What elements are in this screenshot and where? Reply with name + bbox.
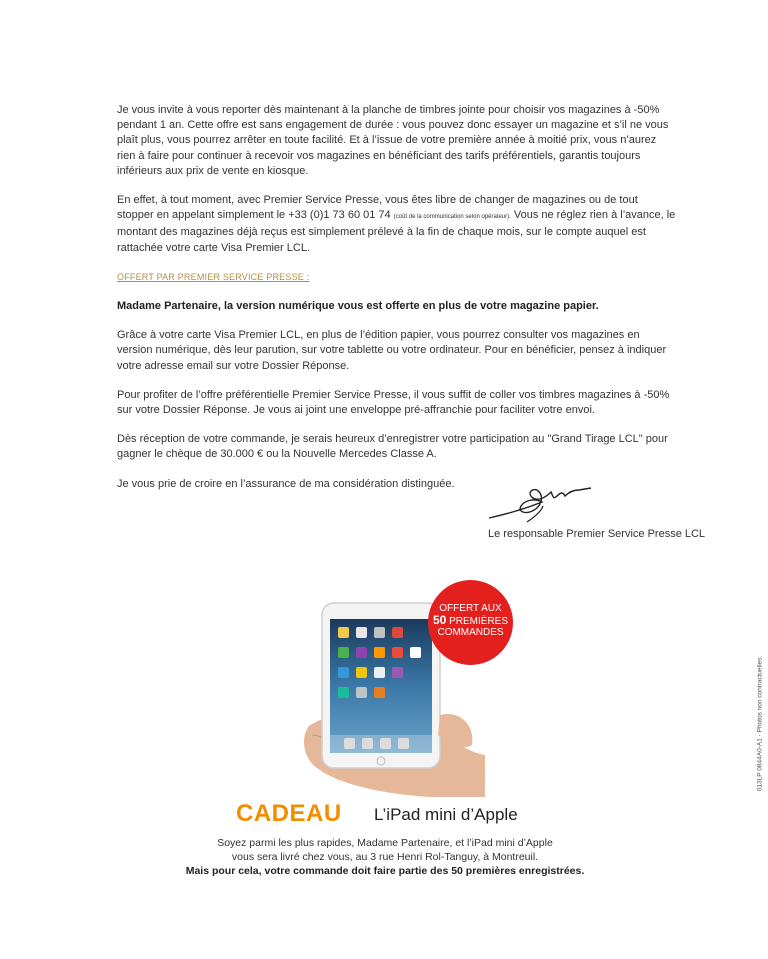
promo-line3: Mais pour cela, votre commande doit faire partie des 50 premières enregistrées.: [185, 865, 585, 877]
promo-text: [160, 836, 610, 878]
signature: [487, 478, 597, 528]
paragraph-offer: Je vous invite à vous reporter dès maintenant à la planche de timbres jointe pour choisir vos magazines à -50% pendant 1 an. Cette offre est sans engagement de durée : vous pouvez donc essayer un magazine et s’il ne vous plaît plus, vous pourrez arrêter en toute facilité. Et à l’issue de votre première année à moitié prix, vous n’aurez rien à faire pour continuer à recevoir vos magazines en bénéficiant des tarifs préférentiels, garantis toujours inférieurs aux prix de vente en kiosque.: [117, 104, 669, 177]
gift-title: L’iPad mini d’Apple: [374, 805, 518, 824]
paragraph-digital: Grâce à votre carte Visa Premier LCL, en plus de l’édition papier, vous pourrez consulter vos magazines en version numérique, dès leur parution, sur votre tablette ou votre ordinateur. Pour en bénéficier, pensez à indiquer votre adresse email sur votre Dossier Réponse.: [117, 329, 667, 372]
paragraph-freedom: [117, 193, 677, 256]
signature-caption: Le responsable Premier Service Presse LCL: [488, 528, 706, 540]
badge-number: 50: [432, 612, 447, 627]
section-label: OFFERT PAR PREMIER SERVICE PRESSE :: [117, 271, 310, 282]
gift-heading: [236, 800, 596, 828]
badge-line2: [428, 612, 513, 628]
paragraph-stamps: Pour profiter de l’offre préférentielle Premier Service Presse, il vous suffit de coller vos timbres magazines à -50% sur votre Dossier Réponse. Je vous ai joint une enveloppe pré-affranchie pour faciliter votre envoi.: [117, 388, 670, 417]
promo-line2: vous sera livré chez vous, au 3 rue Henri Rol-Tanguy, à Montreuil.: [231, 851, 539, 863]
letter-body: [117, 103, 677, 506]
badge-line2-text: PREMIÈRES: [449, 615, 509, 627]
paragraph-draw: Dès réception de votre commande, je serais heureux d’enregistrer votre participation au "Grand Tirage LCL" pour gagner le chèque de 30.000 € ou la Nouvelle Mercedes Classe A.: [117, 433, 668, 461]
paragraph-closing: Je vous prie de croire en l’assurance de ma considération distinguée.: [117, 477, 455, 490]
paragraph-freedom-part2: Vous ne réglez rien à l’avance, le montant des magazines déjà reçus est simplement prélevé à la fin de chaque mois, sur le compte auquel est rattachée votre carte Visa Premier LCL.: [117, 209, 676, 254]
badge-line3: COMMANDES: [437, 627, 504, 638]
call-cost-note: (coût de la communication selon opérateur).: [393, 214, 511, 221]
legal-sidenote: 013LP 0844A0-A1 - Photos non contractuelles.: [756, 655, 764, 792]
gift-word: CADEAU: [236, 800, 342, 827]
offer-badge: [428, 580, 513, 665]
paragraph-freedom-part1: En effet, à tout moment, avec Premier Service Presse, vous êtes libre de changer de magazines ou de tout stopper en appelant simplement le +33 (0)1 73 60 01 74: [117, 194, 638, 222]
badge-line1: OFFERT AUX: [439, 603, 502, 614]
digital-offer-section: [117, 270, 677, 314]
promo-line1: Soyez parmi les plus rapides, Madame Partenaire, et l’iPad mini d’Apple: [217, 837, 553, 849]
section-headline: Madame Partenaire, la version numérique vous est offerte en plus de votre magazine papier.: [117, 300, 599, 313]
